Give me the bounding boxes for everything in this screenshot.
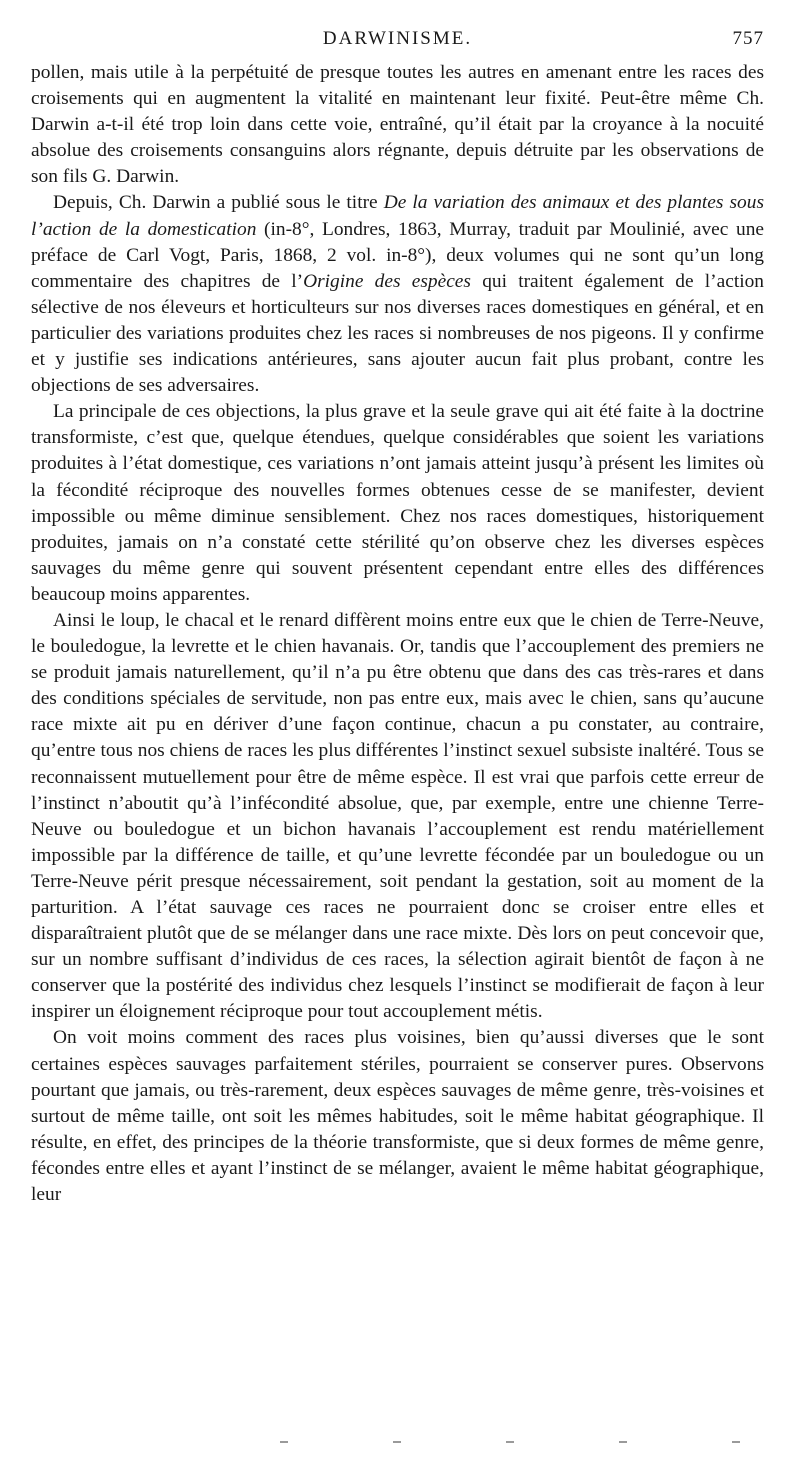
paragraph-2-after: qui traitent également de l’action sélective de nos éleveurs et horticulteurs sur nos diverses races domestiques en général, et en particulier des variations produites chez les races si nombreuses de nos pigeons. Il y confirme et y justifie ses indications antérieures, sans ajouter aucun fait plus probant, contre les objections de ses adversaires.: [31, 270, 765, 397]
print-mark: [393, 1441, 401, 1443]
body-text: [31, 60, 764, 1208]
paragraph-2-before: Depuis, Ch. Darwin a publié sous le titre: [53, 192, 384, 214]
print-mark: [506, 1441, 514, 1443]
book-title-origine: Origine des espèces: [303, 270, 471, 292]
document-page: [31, 28, 764, 1208]
footer-print-marks: [280, 1438, 740, 1446]
paragraph-2-middle: (in-8°, Londres, 1863, Murray, traduit par Moulinié, avec une préface de Carl Vogt, Paris, 1868, 2 vol. in-8°), deux volumes qui ne sont qu’un long commentaire des chapitres de l’: [31, 218, 765, 292]
running-title: DARWINISME.: [322, 28, 473, 49]
page-number: 757: [732, 28, 764, 49]
paragraph-4: Ainsi le loup, le chacal et le renard diffèrent moins entre eux que le chien de Terre-Neuve, le bouledogue, la levrette et le chien havanais. Or, tandis que l’accouplement des premiers ne se produit jamais naturellement, qu’il n’a pu être obtenu que dans des cas très-rares et dans des conditions spéciales de servitude, non pas entre eux, mais avec le chien, sans qu’aucune race mixte ait pu en dériver d’une façon continue, chacun a pu constater, au contraire, qu’entre tous nos chiens de races les plus différentes l’instinct sexuel subsiste inaltéré. Tous se reconnaissent mutuellement pour être de même espèce. Il est vrai que parfois cette erreur de l’instinct n’aboutit qu’à l’infécondité absolue, que, par exemple, entre une chienne Terre-Neuve ou bouledogue et un bichon havanais l’accouplement est rendu matériellement impossible par la différence de taille, et qu’une levrette fécondée par un bouledogue ou un Terre-Neuve périt presque nécessairement, soit pendant la gestation, soit au moment de la parturition. A l’état sauvage ces races ne pourraient donc se croiser entre elles et disparaîtraient plutôt que de se mélanger dans une race mixte. Dès lors on peut concevoir que, sur un nombre suffisant d’individus de ces races, la sélection agirait bientôt de façon à ne conserver que la postérité des individus chez lesquels l’instinct se modifierait de façon à leur inspirer un éloignement réciproque pour tout accouplement métis.: [31, 609, 764, 1023]
print-mark: [280, 1441, 288, 1443]
page-header: [31, 28, 764, 58]
book-title-variation: De la variation des animaux et des plantes sous l’action de la domestication: [31, 192, 764, 240]
paragraph-5: On voit moins comment des races plus voisines, bien qu’aussi diverses que le sont certaines espèces sauvages parfaitement stériles, pourraient se conserver pures. Observons pourtant que jamais, ou très-rarement, deux espèces sauvages de même genre, très-voisines et surtout de même taille, ont soit les mêmes habitudes, soit le même habitat géographique. Il résulte, en effet, des principes de la théorie transformiste, que si deux formes de même genre, fécondes entre elles et ayant l’instinct de se mélanger, avaient le même habitat géographique, leur: [31, 1027, 764, 1206]
paragraph-2: [31, 190, 764, 399]
print-mark: [619, 1441, 627, 1443]
paragraph-3: La principale de ces objections, la plus grave et la seule grave qui ait été faite à la doctrine transformiste, c’est que, quelque étendues, quelque considérables que soient les variations produites à l’état domestique, ces variations n’ont jamais atteint jusqu’à présent les limites où la fécondité réciproque des nouvelles formes obtenues cesse de se manifester, devient impossible ou même diminue sensiblement. Chez nos races domestiques, historiquement produites, jamais on n’a constaté cette stérilité qu’on observe chez les diverses espèces sauvages du même genre qui souvent présentent cependant entre elles des différences beaucoup moins apparentes.: [31, 401, 764, 605]
paragraph-1: pollen, mais utile à la perpétuité de presque toutes les autres en amenant entre les races des croisements qui en augmentent la vitalité en maintenant leur fixité. Peut-être même Ch. Darwin a-t-il été trop loin dans cette voie, entraîné, qu’il était par la croyance à la nocuité absolue des croisements consanguins alors régnante, depuis détruite par les observations de son fils G. Darwin.: [31, 62, 764, 188]
print-mark: [732, 1441, 740, 1443]
